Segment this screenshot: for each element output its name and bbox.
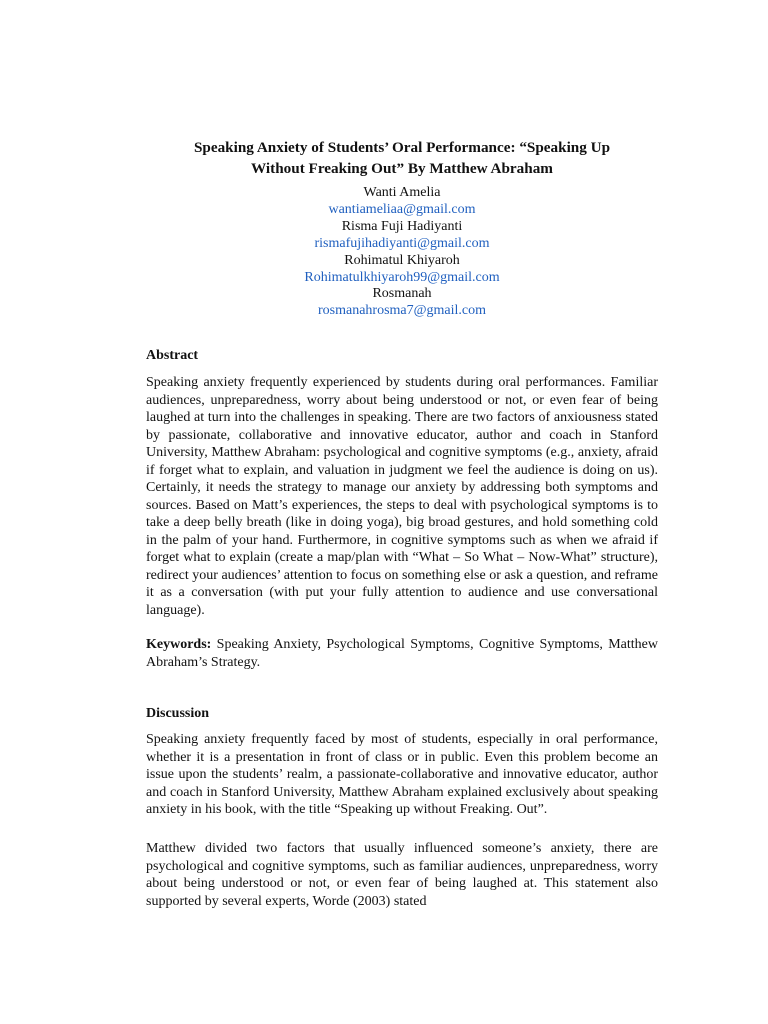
keywords (146, 636, 658, 671)
keywords-text: Speaking Anxiety, Psychological Symptoms, Cognitive Symptoms, Matthew Abraham’s Strategy. (146, 637, 658, 670)
keywords-label: Keywords: (146, 637, 212, 652)
author-name: Rosmanah (372, 286, 432, 302)
author-name: Rohimatul Khiyaroh (344, 252, 460, 268)
discussion-paragraph-2: Matthew divided two factors that usually influenced someone’s anxiety, there are psychological and cognitive symptoms, such as familiar audiences, unpreparedness, worry about being understood or not, or even fear of being laughed at. This statement also supported by several experts, Worde (2003) stated (146, 841, 658, 909)
author-email[interactable]: Rohimatulkhiyaroh99@gmail.com (304, 269, 500, 285)
author-email[interactable]: rismafujihadiyanti@gmail.com (314, 235, 490, 251)
author-list (146, 185, 658, 320)
title-line-2: Without Freaking Out” By Matthew Abraham (251, 160, 553, 177)
author-email[interactable]: wantiameliaa@gmail.com (328, 201, 476, 217)
abstract-text: Speaking anxiety frequently experienced by students during oral performances. Familiar audiences, unpreparedness, worry about being understood or not, or even fear of being laughed at turn into the challenges in speaking. There are two factors of anxiousness stated by passionate, collaborative and innovative educator, author and coach in Stanford University, Matthew Abraham: psychological and cognitive symptoms (e.g., anxiety, afraid if forget what to explain, and valuation in judgment we feel the audience is doing on us). Certainly, it needs the strategy to manage our anxiety by addressing both symptoms and sources. Based on Matt’s experiences, the steps to deal with psychological symptoms is to take a deep belly breath (like in doing yoga), big broad gestures, and hold something cold in the palm of your hand. Furthermore, in cognitive symptoms such as when we afraid if forget what to explain (create a map/plan with “What – So What – Now-What” structure), redirect your audiences’ attention to focus on something else or ask a question, and reframe it as a conversation (with put your fully attention to audience and use conversational language). (146, 375, 658, 618)
discussion-paragraph-1: Speaking anxiety frequently faced by most of students, especially in oral performance, whether it is a presentation in front of class or in public. Even this problem become an issue upon the students’ realm, a passionate-collaborative and innovative educator, author and coach in Stanford University, Matthew Abraham explained exclusively about speaking anxiety in his book, with the title “Speaking up without Freaking. Out”. (146, 732, 658, 817)
author-name: Risma Fuji Hadiyanti (341, 218, 463, 234)
paper-title (146, 137, 658, 179)
author-email[interactable]: rosmanahrosma7@gmail.com (317, 303, 487, 319)
author-name: Wanti Amelia (363, 185, 441, 200)
abstract-heading: Abstract (146, 348, 199, 363)
title-line-1: Speaking Anxiety of Students’ Oral Performance: “Speaking Up (193, 139, 611, 156)
discussion-heading: Discussion (146, 706, 210, 721)
